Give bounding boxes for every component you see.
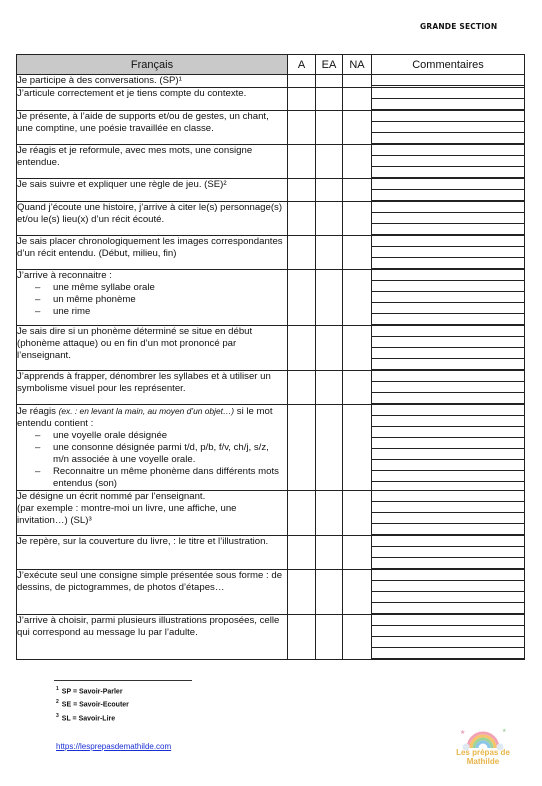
column-na-header: NA — [343, 55, 372, 75]
column-a-header: A — [288, 55, 316, 75]
level-a-cell[interactable] — [288, 371, 316, 405]
level-ea-cell[interactable] — [316, 75, 343, 88]
comment-line — [372, 247, 524, 258]
comment-line — [372, 371, 524, 382]
comment-line — [372, 438, 524, 449]
level-na-cell[interactable] — [343, 570, 372, 615]
sub-item-list — [17, 282, 287, 318]
comment-line — [372, 405, 524, 416]
comment-line — [372, 314, 524, 325]
competency-row — [17, 270, 525, 326]
comment-line — [372, 258, 524, 269]
comment-line — [372, 570, 524, 581]
level-a-cell[interactable] — [288, 326, 316, 371]
competency-text: Quand j’écoute une histoire, j’arrive à citer le(s) personnage(s) et/ou le(s) lieu(x) d’un récit écouté. — [17, 202, 288, 236]
comment-line — [372, 224, 524, 235]
comment-cell[interactable] — [372, 145, 525, 179]
competency-text: Je réagis (ex. : en levant la main, au moyen d’un objet…) si le mot entendu contient : – une voyelle orale désignée – une consonne désignée parmi t/d, p/b, f/v, ch/j, s/z, m/n associée à une voyelle orale. – Reconnaitre un même phonème dans différents mots entendus (son) — [17, 405, 288, 491]
comment-line — [372, 236, 524, 247]
comment-cell[interactable] — [372, 236, 525, 270]
competency-row — [17, 371, 525, 405]
comment-line — [372, 303, 524, 314]
level-a-cell[interactable] — [288, 405, 316, 491]
competency-row — [17, 202, 525, 236]
comment-cell[interactable] — [372, 202, 525, 236]
competency-text: J’arrive à reconnaitre : – une même syllabe orale – un même phonème – une rime — [17, 270, 288, 326]
competency-text: J’exécute seul une consigne simple présentée sous forme : de dessins, de pictogrammes, de photos d’étapes… — [17, 570, 288, 615]
level-a-cell[interactable] — [288, 145, 316, 179]
competency-text: Je réagis et je reformule, avec mes mots, une consigne entendue. — [17, 145, 288, 179]
website-link[interactable]: https://lesprepasdemathilde.com — [56, 742, 172, 751]
section-label: GRANDE SECTION — [420, 22, 498, 31]
sub-item-list — [17, 430, 287, 490]
level-na-cell[interactable] — [343, 202, 372, 236]
competency-text: Je sais dire si un phonème déterminé se situe en début (phonème attaque) ou en fin d’un mot prononcé par l’enseignant. — [17, 326, 288, 371]
level-na-cell[interactable] — [343, 615, 372, 660]
comment-line — [372, 179, 524, 190]
level-na-cell[interactable] — [343, 491, 372, 536]
subject-header: Français — [17, 55, 288, 75]
level-ea-cell[interactable] — [316, 326, 343, 371]
level-na-cell[interactable] — [343, 145, 372, 179]
level-a-cell[interactable] — [288, 536, 316, 570]
comment-line — [372, 326, 524, 337]
comment-cell[interactable] — [372, 75, 525, 88]
comment-line — [372, 337, 524, 348]
sub-item: – une rime — [53, 306, 287, 318]
comment-line — [372, 637, 524, 648]
column-comments-header: Commentaires — [372, 55, 525, 75]
level-ea-cell[interactable] — [316, 491, 343, 536]
level-ea-cell[interactable] — [316, 405, 343, 491]
comment-cell[interactable] — [372, 491, 525, 536]
comment-line — [372, 626, 524, 637]
competency-row — [17, 236, 525, 270]
level-a-cell[interactable] — [288, 88, 316, 111]
competency-row — [17, 536, 525, 570]
footnote-item: $^1$ SP = Savoir-Parler — [56, 686, 123, 696]
competency-row — [17, 88, 525, 111]
level-na-cell[interactable] — [343, 326, 372, 371]
level-ea-cell[interactable] — [316, 536, 343, 570]
level-na-cell[interactable] — [343, 111, 372, 145]
comment-line — [372, 133, 524, 144]
comment-line — [372, 270, 524, 281]
comment-line — [372, 359, 524, 370]
competency-text: J’apprends à frapper, dénombrer les syllabes et à utiliser un symbolisme visuel pour les représenter. — [17, 371, 288, 405]
level-na-cell[interactable] — [343, 88, 372, 111]
sub-item: – un même phonème — [53, 294, 287, 306]
comment-line — [372, 558, 524, 569]
competency-text: Je présente, à l’aide de supports et/ou de gestes, un chant, une comptine, une poésie travaillée en classe. — [17, 111, 288, 145]
sub-item: – une consonne désignée parmi t/d, p/b, f/v, ch/j, s/z, m/n associée à une voyelle orale. — [53, 442, 287, 466]
comment-cell[interactable] — [372, 405, 525, 491]
competency-text: Je sais suivre et expliquer une règle de jeu. (SE)² — [17, 179, 288, 202]
level-ea-cell[interactable] — [316, 179, 343, 202]
comment-line — [372, 292, 524, 303]
level-na-cell[interactable] — [343, 405, 372, 491]
comment-cell[interactable] — [372, 179, 525, 202]
comment-line — [372, 491, 524, 502]
level-a-cell[interactable] — [288, 202, 316, 236]
logo-text-line2: Mathilde — [466, 757, 500, 766]
evaluation-table — [16, 54, 525, 660]
competency-row — [17, 111, 525, 145]
competency-row — [17, 75, 525, 88]
level-na-cell[interactable] — [343, 179, 372, 202]
brand-logo — [452, 722, 514, 774]
level-na-cell[interactable] — [343, 371, 372, 405]
comment-line — [372, 145, 524, 156]
comment-line — [372, 502, 524, 513]
comment-line — [372, 202, 524, 213]
svg-text:★: ★ — [460, 729, 466, 736]
level-a-cell[interactable] — [288, 111, 316, 145]
comment-cell[interactable] — [372, 88, 525, 111]
competency-row — [17, 615, 525, 660]
comment-line — [372, 156, 524, 167]
comment-line — [372, 581, 524, 592]
comment-line — [372, 416, 524, 427]
level-a-cell[interactable] — [288, 270, 316, 326]
comment-line — [372, 99, 524, 110]
svg-text:★: ★ — [502, 728, 507, 734]
comment-line — [372, 393, 524, 404]
level-na-cell[interactable] — [343, 270, 372, 326]
competency-row — [17, 326, 525, 371]
level-a-cell[interactable] — [288, 179, 316, 202]
level-ea-cell[interactable] — [316, 236, 343, 270]
comment-line — [372, 547, 524, 558]
footnotes — [56, 684, 129, 724]
competency-text: J’arrive à choisir, parmi plusieurs illustrations proposées, celle qui correspond au message lu par l’adulte. — [17, 615, 288, 660]
comment-line — [372, 513, 524, 524]
level-ea-cell[interactable] — [316, 145, 343, 179]
footnote-divider — [54, 680, 192, 681]
comment-line — [372, 348, 524, 359]
competency-row — [17, 179, 525, 202]
level-na-cell[interactable] — [343, 536, 372, 570]
comment-line — [372, 213, 524, 224]
level-ea-cell[interactable] — [316, 371, 343, 405]
comment-line — [372, 281, 524, 292]
footnote-item: $^2$ SE = Savoir-Ecouter — [56, 699, 129, 709]
comment-line — [372, 524, 524, 535]
comment-cell[interactable] — [372, 371, 525, 405]
comment-cell[interactable] — [372, 111, 525, 145]
comment-cell[interactable] — [372, 570, 525, 615]
comment-line — [372, 167, 524, 178]
level-a-cell[interactable] — [288, 75, 316, 88]
level-a-cell[interactable] — [288, 615, 316, 660]
comment-cell[interactable] — [372, 615, 525, 660]
comment-line — [372, 190, 524, 201]
sub-item: – une même syllabe orale — [53, 282, 287, 294]
level-na-cell[interactable] — [343, 75, 372, 88]
comment-cell[interactable] — [372, 270, 525, 326]
competency-row — [17, 491, 525, 536]
level-ea-cell[interactable] — [316, 570, 343, 615]
level-ea-cell[interactable] — [316, 270, 343, 326]
comment-line — [372, 460, 524, 471]
competency-row — [17, 145, 525, 179]
competency-text: J’articule correctement et je tiens compte du contexte. — [17, 88, 288, 111]
level-ea-cell[interactable] — [316, 615, 343, 660]
comment-line — [372, 471, 524, 482]
comment-line — [372, 111, 524, 122]
level-na-cell[interactable] — [343, 236, 372, 270]
comment-line — [372, 648, 524, 659]
comment-line — [372, 536, 524, 547]
level-ea-cell[interactable] — [316, 88, 343, 111]
comment-cell[interactable] — [372, 326, 525, 371]
comment-line — [372, 122, 524, 133]
comment-line — [372, 88, 524, 99]
logo-text-line1: Les prépas de — [456, 748, 510, 757]
level-ea-cell[interactable] — [316, 202, 343, 236]
comment-line — [372, 427, 524, 438]
footnote-item: $^3$ SL = Savoir-Lire — [56, 712, 116, 722]
competency-row — [17, 405, 525, 491]
competency-row — [17, 570, 525, 615]
sub-item: – Reconnaitre un même phonème dans différents mots entendus (son) — [53, 466, 287, 490]
level-a-cell[interactable] — [288, 491, 316, 536]
comment-line — [372, 75, 524, 86]
column-ea-header: EA — [316, 55, 343, 75]
competency-text: Je désigne un écrit nommé par l’enseignant. (par exemple : montre-moi un livre, une affiche, une invitation…) (SL)³ — [17, 491, 288, 536]
competency-text: Je repère, sur la couverture du livre, : le titre et l’illustration. — [17, 536, 288, 570]
level-a-cell[interactable] — [288, 236, 316, 270]
comment-cell[interactable] — [372, 536, 525, 570]
competency-text: Je participe à des conversations. (SP)¹ — [17, 75, 288, 88]
competency-text: Je sais placer chronologiquement les images correspondantes d’un récit entendu. (Début, milieu, fin) — [17, 236, 288, 270]
comment-line — [372, 603, 524, 614]
comment-line — [372, 449, 524, 460]
level-a-cell[interactable] — [288, 570, 316, 615]
comment-line — [372, 615, 524, 626]
comment-line — [372, 592, 524, 603]
sub-item: – une voyelle orale désignée — [53, 430, 287, 442]
level-ea-cell[interactable] — [316, 111, 343, 145]
comment-line — [372, 382, 524, 393]
